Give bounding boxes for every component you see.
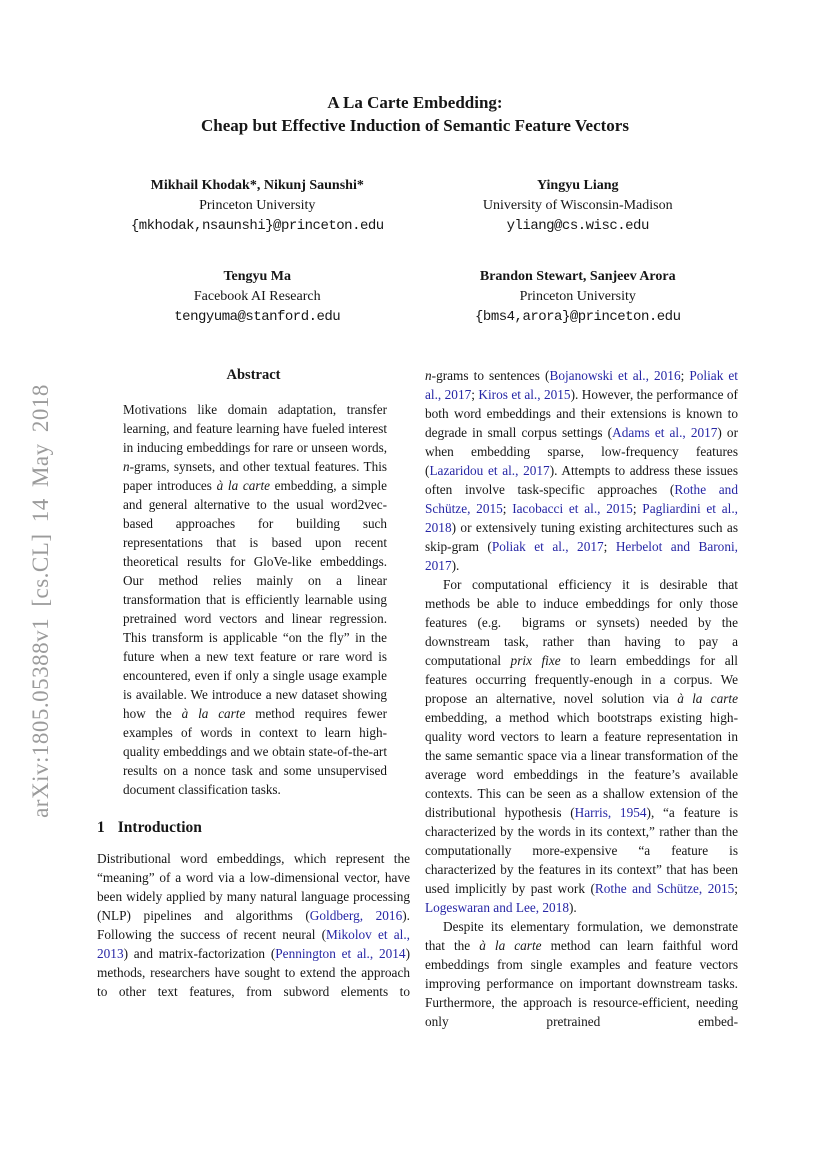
author-block-liang — [418, 176, 739, 237]
citation-link[interactable]: Adams et al., 2017 — [612, 425, 718, 440]
citation-link[interactable]: Herbelot and Baroni, 2017 — [425, 539, 738, 573]
citation-link[interactable]: Harris, 1954 — [574, 805, 647, 820]
text-segment: ; — [471, 387, 479, 402]
author-names: Brandon Stewart, Sanjeev Arora — [479, 269, 676, 284]
text-segment: method requires fewer examples of words in context to learn high-quality embeddings and we obtain state-of-the-art results on a nonce task and some unsupervised document classification tasks. — [123, 706, 387, 797]
paragraph — [425, 917, 738, 1031]
author-block-stewart-arora — [418, 267, 739, 328]
arxiv-stamp-text: arXiv:1805.05388v1 [cs.CL] 14 May 2018 — [28, 384, 53, 818]
author-email: tengyuma@stanford.edu — [174, 309, 341, 325]
text-segment: embedding, a method which bootstraps existing high-quality word vectors to learn a feature representation in the same semantic space via a linear transformation of the average word embeddings in the feature’s available contexts. This can be seen as a shallow extension of the distributional hypothesis ( — [425, 710, 738, 820]
text-segment: ; — [632, 501, 643, 516]
citation-link[interactable]: Rothe and Schütze, 2015 — [594, 881, 735, 896]
text-segment: -grams, synsets, and other textual features. This paper introduces — [123, 459, 387, 493]
text-segment: à la carte — [677, 691, 738, 706]
text-segment: -grams to sentences ( — [431, 368, 550, 383]
text-segment: to learn embeddings for all features occurring frequently-enough in a corpus. We propose an alternative, novel solution via — [425, 653, 738, 706]
citation-link[interactable]: Poliak et al., 2017 — [491, 539, 604, 554]
citation-link[interactable]: Bojanowski et al., 2016 — [549, 368, 681, 383]
author-block-khodak-saunshi — [97, 176, 418, 237]
paper-title-line1: A La Carte Embedding: — [327, 93, 503, 112]
author-grid — [97, 176, 738, 328]
text-segment: ). However, the performance of both word embeddings and their extensions is known to degrade in small corpus settings ( — [425, 387, 738, 440]
text-segment: à la carte — [479, 938, 542, 953]
paragraph — [425, 366, 738, 575]
text-segment: ; — [680, 368, 690, 383]
text-segment: ), “a feature is characterized by the words in its context,” rather than the computationally more-expensive “a feature is characterized by the features in its context” that has been used implicitly by past work ( — [425, 805, 738, 896]
left-column — [97, 366, 410, 1031]
text-segment: ) or extensively tuning existing architectures such as skip-gram ( — [425, 520, 738, 554]
text-segment: method can learn faithful word embeddings from single examples and feature vectors improving performance on important downstream tasks. Furthermore, the approach is resource-efficient, needing only pretrained embed- — [425, 938, 738, 1029]
section-number: 1 — [97, 819, 105, 836]
author-block-ma — [97, 267, 418, 328]
paper-title — [90, 91, 740, 137]
paper-title-line2: Cheap but Effective Induction of Semantic Feature Vectors — [201, 116, 629, 135]
text-segment: ). Following the success of recent neural ( — [97, 908, 410, 942]
citation-link[interactable]: Lazaridou et al., 2017 — [429, 463, 550, 478]
text-segment: ). Attempts to address these issues often involve task-specific approaches ( — [425, 463, 738, 497]
text-segment: à la carte — [181, 706, 246, 721]
citation-link[interactable]: Pennington et al., 2014 — [275, 946, 406, 961]
section-title: Introduction — [117, 819, 202, 836]
author-names: Tengyu Ma — [223, 269, 292, 284]
text-segment: n — [123, 459, 130, 474]
author-email: yliang@cs.wisc.edu — [506, 218, 649, 234]
author-row — [97, 176, 738, 237]
text-segment: ) methods, researchers have sought to extend the approach to other text features, from subword elements to — [97, 946, 410, 999]
citation-link[interactable]: Poliak et al., 2017 — [425, 368, 738, 402]
citation-link[interactable]: Iacobacci et al., 2015 — [512, 501, 633, 516]
text-segment: ) and matrix-factorization ( — [123, 946, 276, 961]
citation-link[interactable]: Goldberg, 2016 — [309, 908, 403, 923]
paragraph — [97, 849, 410, 1001]
text-segment: Despite its elementary formulation, we demonstrate that the — [425, 919, 738, 953]
citation-link[interactable]: Mikolov et al., 2013 — [97, 927, 410, 961]
author-affiliation: Princeton University — [519, 289, 636, 304]
author-affiliation: Princeton University — [199, 198, 316, 213]
text-segment: n — [425, 368, 432, 383]
text-segment: Motivations like domain adaptation, transfer learning, and feature learning have fueled interest in inducing embeddings for rare or unseen words, — [123, 402, 387, 455]
author-names: Mikhail Khodak*, Nikunj Saunshi* — [150, 178, 364, 193]
abstract-body — [123, 400, 387, 799]
author-email: {bms4,arora}@princeton.edu — [475, 309, 681, 325]
text-segment: embedding, a simple and general alternative to the usual word2vec-based approaches for building such representations that is based upon recent theoretical results for GloVe-like embeddings. Our method relies mainly on a linear transformation that is efficiently learnable using pretrained word vectors and linear regression. This transform is applicable “on the fly” in the future when a new text feature or rare word is encountered, even if only a single usage example is available. We introduce a new dataset showing how the — [123, 478, 387, 721]
citation-link[interactable]: Logeswaran and Lee, 2018 — [425, 900, 569, 915]
author-email: {mkhodak,nsaunshi}@princeton.edu — [130, 218, 384, 234]
author-names: Yingyu Liang — [536, 178, 619, 193]
text-segment: For computational efficiency it is desirable that methods be able to induce embeddings for only those features (e.g. bigrams or synsets) needed by the downstream task, rather than having to pay a computational — [425, 577, 738, 668]
text-segment: ; — [734, 881, 738, 896]
section-heading-introduction — [97, 818, 410, 838]
abstract-heading: Abstract — [226, 367, 281, 383]
paragraph — [123, 400, 387, 799]
right-column — [425, 366, 738, 1031]
author-affiliation: University of Wisconsin-Madison — [482, 198, 673, 213]
paragraph — [425, 575, 738, 917]
text-segment: à la carte — [216, 478, 270, 493]
citation-link[interactable]: Rothe and Schütze, 2015 — [425, 482, 738, 516]
author-row — [97, 267, 738, 328]
citation-link[interactable]: Kiros et al., 2015 — [478, 387, 571, 402]
text-segment: ) or when embedding sparse, low-frequency features ( — [425, 425, 738, 478]
two-column-body — [97, 366, 738, 1031]
text-segment: prix fixe — [510, 653, 561, 668]
introduction-left-text — [97, 849, 410, 1001]
text-segment: ). — [451, 558, 460, 573]
citation-link[interactable]: Pagliardini et al., 2018 — [425, 501, 738, 535]
text-segment: Distributional word embeddings, which represent the “meaning” of a word via a low-dimensional vector, have been widely applied by many natural language processing (NLP) pipelines and algorithms ( — [97, 851, 410, 923]
author-affiliation: Facebook AI Research — [193, 289, 321, 304]
text-segment: ; — [603, 539, 616, 554]
text-segment: ). — [569, 900, 577, 915]
text-segment: ; — [502, 501, 513, 516]
